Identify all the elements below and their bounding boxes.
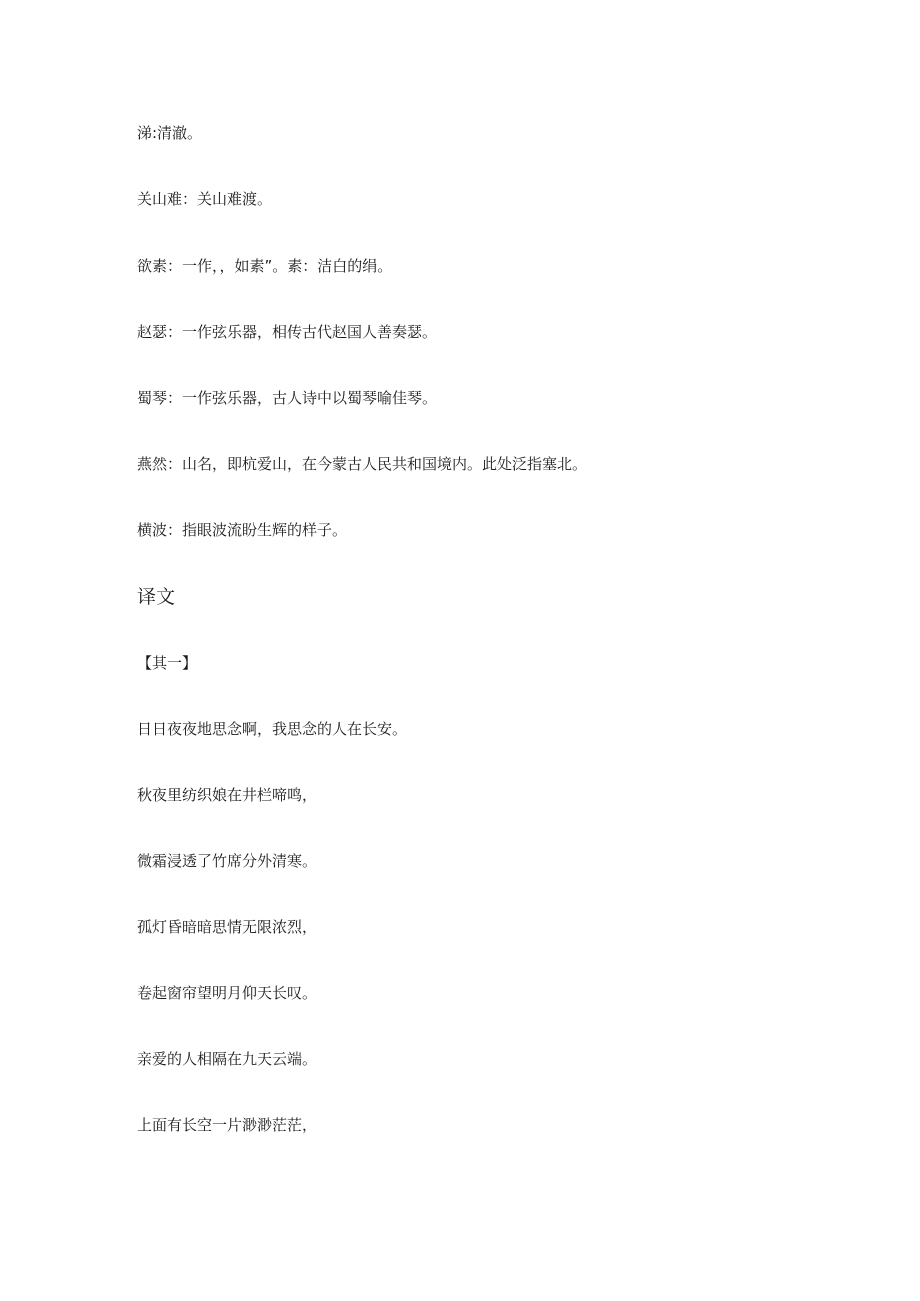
section-label: 【其一】 (137, 654, 198, 672)
translation-heading: 译文 (137, 586, 176, 608)
translation-line: 上面有长空一片渺渺茫茫， (137, 1116, 318, 1134)
note-line: 横波：指眼波流盼生辉的样子。 (137, 521, 348, 539)
note-line: 涕:清澈。 (137, 124, 203, 142)
note-line: 赵瑟：一作弦乐器，相传古代赵国人善奏瑟。 (137, 323, 438, 341)
note-line: 欲素：一作，，如素”。素：洁白的绢。 (137, 257, 393, 275)
translation-line: 微霜浸透了竹席分外清寒。 (137, 852, 318, 870)
translation-line: 日日夜夜地思念啊，我思念的人在长安。 (137, 720, 408, 738)
translation-line: 孤灯昏暗暗思情无限浓烈， (137, 918, 318, 936)
note-line: 关山难：关山难渡。 (137, 190, 273, 208)
translation-line: 亲爱的人相隔在九天云端。 (137, 1050, 318, 1068)
translation-line: 秋夜里纺织娘在井栏啼鸣， (137, 786, 318, 804)
note-line: 燕然：山名，即杭爱山，在今蒙古人民共和国境内。此处泛指塞北。 (137, 455, 588, 473)
note-line: 蜀琴：一作弦乐器，古人诗中以蜀琴喻佳琴。 (137, 389, 438, 407)
translation-line: 卷起窗帘望明月仰天长叹。 (137, 984, 318, 1002)
